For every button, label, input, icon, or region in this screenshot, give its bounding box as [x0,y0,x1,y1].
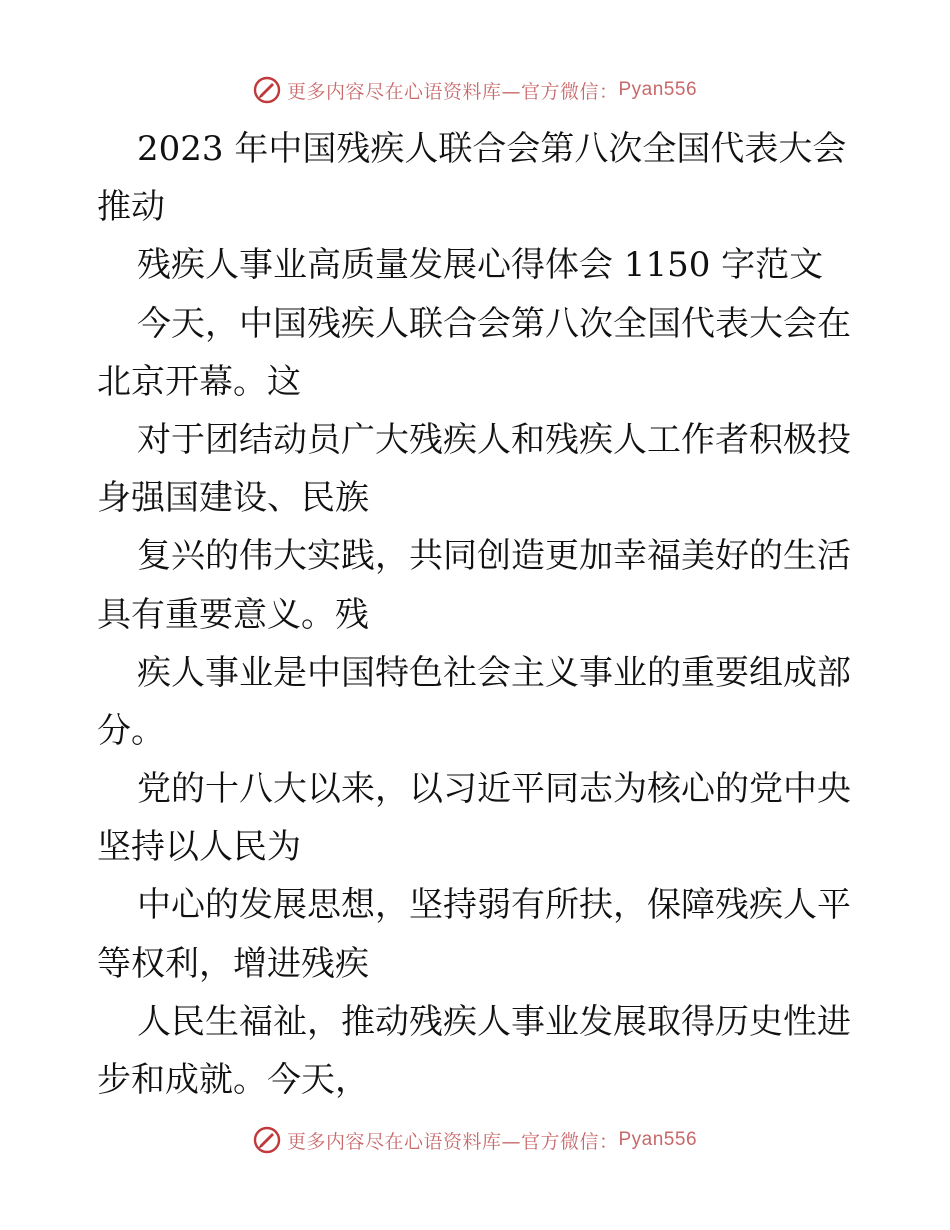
watermark-wechat-id: Pyan556 [618,1129,698,1150]
text-line: 分。 [97,710,165,751]
text-line: 残疾人事业高质量发展心得体会 1150 字范文 [137,245,824,286]
text-line: 复兴的伟大实践，共同创造更加幸福美好的生活 [137,536,851,577]
text-line: 今天，中国残疾人联合会第八次全国代表大会在 [137,303,851,344]
text-line: 疾人事业是中国特色社会主义事业的重要组成部 [137,652,851,693]
watermark-text: 更多内容尽在心语资料库—官方微信： [286,1130,619,1153]
text-line: 人民生福祉，推动残疾人事业发展取得历史性进 [137,1001,851,1042]
header-watermark [0,70,950,110]
quill-logo-icon [253,1126,281,1154]
watermark-text: 更多内容尽在心语资料库—官方微信： [286,80,619,103]
text-line: 身强国建设、民族 [97,478,369,519]
text-line: 具有重要意义。残 [97,594,369,635]
text-line: 北京开幕。这 [97,361,301,402]
text-line: 党的十八大以来，以习近平同志为核心的党中央 [137,769,851,810]
watermark-wechat-id: Pyan556 [618,79,698,100]
text-line: 2023 年中国残疾人联合会第八次全国代表大会 [137,129,847,169]
text-line: 中心的发展思想，坚持弱有所扶，保障残疾人平 [137,885,851,926]
text-line: 等权利，增进残疾 [97,943,369,984]
text-line: 坚持以人民为 [97,827,301,868]
quill-logo-icon [253,76,281,104]
text-line: 步和成就。今天， [97,1060,369,1100]
footer-watermark [0,1120,950,1160]
text-line: 对于团结动员广大残疾人和残疾人工作者积极投 [137,419,851,460]
text-line: 推动 [97,187,165,228]
document-body [97,120,857,1109]
